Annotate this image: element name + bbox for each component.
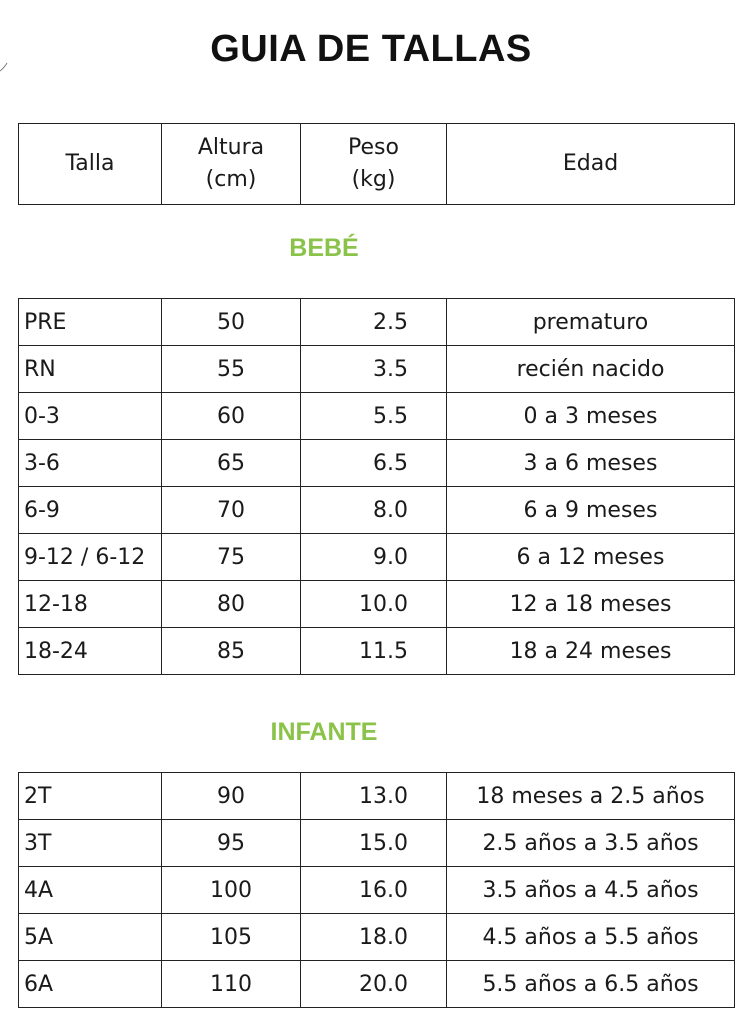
cell-talla: PRE <box>19 299 162 346</box>
cell-peso: 5.5 <box>301 393 447 440</box>
cell-altura: 85 <box>162 628 301 675</box>
cell-talla: 2T <box>19 773 162 820</box>
header-peso <box>301 124 447 205</box>
cell-altura: 65 <box>162 440 301 487</box>
header-edad: Edad <box>447 124 735 205</box>
cell-edad: 4.5 años a 5.5 años <box>447 914 735 961</box>
header-peso-label: Peso <box>348 135 399 160</box>
cell-talla: 5A <box>19 914 162 961</box>
table-row <box>19 628 735 675</box>
section-title-bebe: BEBÉ <box>289 234 359 262</box>
cell-talla: 6-9 <box>19 487 162 534</box>
cell-altura: 95 <box>162 820 301 867</box>
header-row <box>19 124 735 205</box>
cell-talla: 0-3 <box>19 393 162 440</box>
table-row <box>19 346 735 393</box>
cell-edad: 3.5 años a 4.5 años <box>447 867 735 914</box>
cell-altura: 60 <box>162 393 301 440</box>
page-title: GUIA DE TALLAS <box>210 28 532 70</box>
cell-altura: 55 <box>162 346 301 393</box>
cell-peso: 10.0 <box>301 581 447 628</box>
cell-peso: 15.0 <box>301 820 447 867</box>
cell-edad: 6 a 12 meses <box>447 534 735 581</box>
cell-altura: 110 <box>162 961 301 1008</box>
cell-altura: 105 <box>162 914 301 961</box>
cell-altura: 80 <box>162 581 301 628</box>
cell-talla: 6A <box>19 961 162 1008</box>
cell-edad: recién nacido <box>447 346 735 393</box>
cell-edad: 12 a 18 meses <box>447 581 735 628</box>
table-row <box>19 961 735 1008</box>
cell-altura: 70 <box>162 487 301 534</box>
cell-peso: 8.0 <box>301 487 447 534</box>
cell-peso: 20.0 <box>301 961 447 1008</box>
cell-edad: 5.5 años a 6.5 años <box>447 961 735 1008</box>
table-row <box>19 440 735 487</box>
cell-altura: 75 <box>162 534 301 581</box>
bebe-table-body <box>19 299 735 675</box>
cell-talla: 18-24 <box>19 628 162 675</box>
table-row <box>19 534 735 581</box>
cell-peso: 16.0 <box>301 867 447 914</box>
cell-altura: 100 <box>162 867 301 914</box>
cell-talla: 3T <box>19 820 162 867</box>
cell-peso: 11.5 <box>301 628 447 675</box>
cell-talla: RN <box>19 346 162 393</box>
cell-altura: 50 <box>162 299 301 346</box>
table-row <box>19 867 735 914</box>
header-altura-label: Altura <box>197 135 265 160</box>
cell-edad: 6 a 9 meses <box>447 487 735 534</box>
table-row <box>19 393 735 440</box>
bebe-table <box>18 298 735 675</box>
cell-talla: 12-18 <box>19 581 162 628</box>
cell-edad: 0 a 3 meses <box>447 393 735 440</box>
cell-edad: 2.5 años a 3.5 años <box>447 820 735 867</box>
cell-talla: 3-6 <box>19 440 162 487</box>
section-title-infante: INFANTE <box>270 718 378 746</box>
table-row <box>19 581 735 628</box>
cell-peso: 18.0 <box>301 914 447 961</box>
table-row <box>19 820 735 867</box>
header-altura <box>162 124 301 205</box>
table-row <box>19 299 735 346</box>
cell-edad: 3 a 6 meses <box>447 440 735 487</box>
header-peso-unit: (kg) <box>351 167 396 192</box>
cell-peso: 2.5 <box>301 299 447 346</box>
cell-peso: 3.5 <box>301 346 447 393</box>
cell-peso: 9.0 <box>301 534 447 581</box>
cell-edad: prematuro <box>447 299 735 346</box>
cell-talla: 9-12 / 6-12 <box>19 534 162 581</box>
cell-peso: 6.5 <box>301 440 447 487</box>
infante-table-body <box>19 773 735 1008</box>
cell-peso: 13.0 <box>301 773 447 820</box>
table-row <box>19 914 735 961</box>
cell-altura: 90 <box>162 773 301 820</box>
cell-talla: 4A <box>19 867 162 914</box>
table-row <box>19 773 735 820</box>
table-row <box>19 487 735 534</box>
cell-edad: 18 meses a 2.5 años <box>447 773 735 820</box>
header-altura-unit: (cm) <box>205 167 257 192</box>
cell-edad: 18 a 24 meses <box>447 628 735 675</box>
infante-table <box>18 772 735 1008</box>
header-table <box>18 123 735 205</box>
header-talla: Talla <box>19 124 162 205</box>
